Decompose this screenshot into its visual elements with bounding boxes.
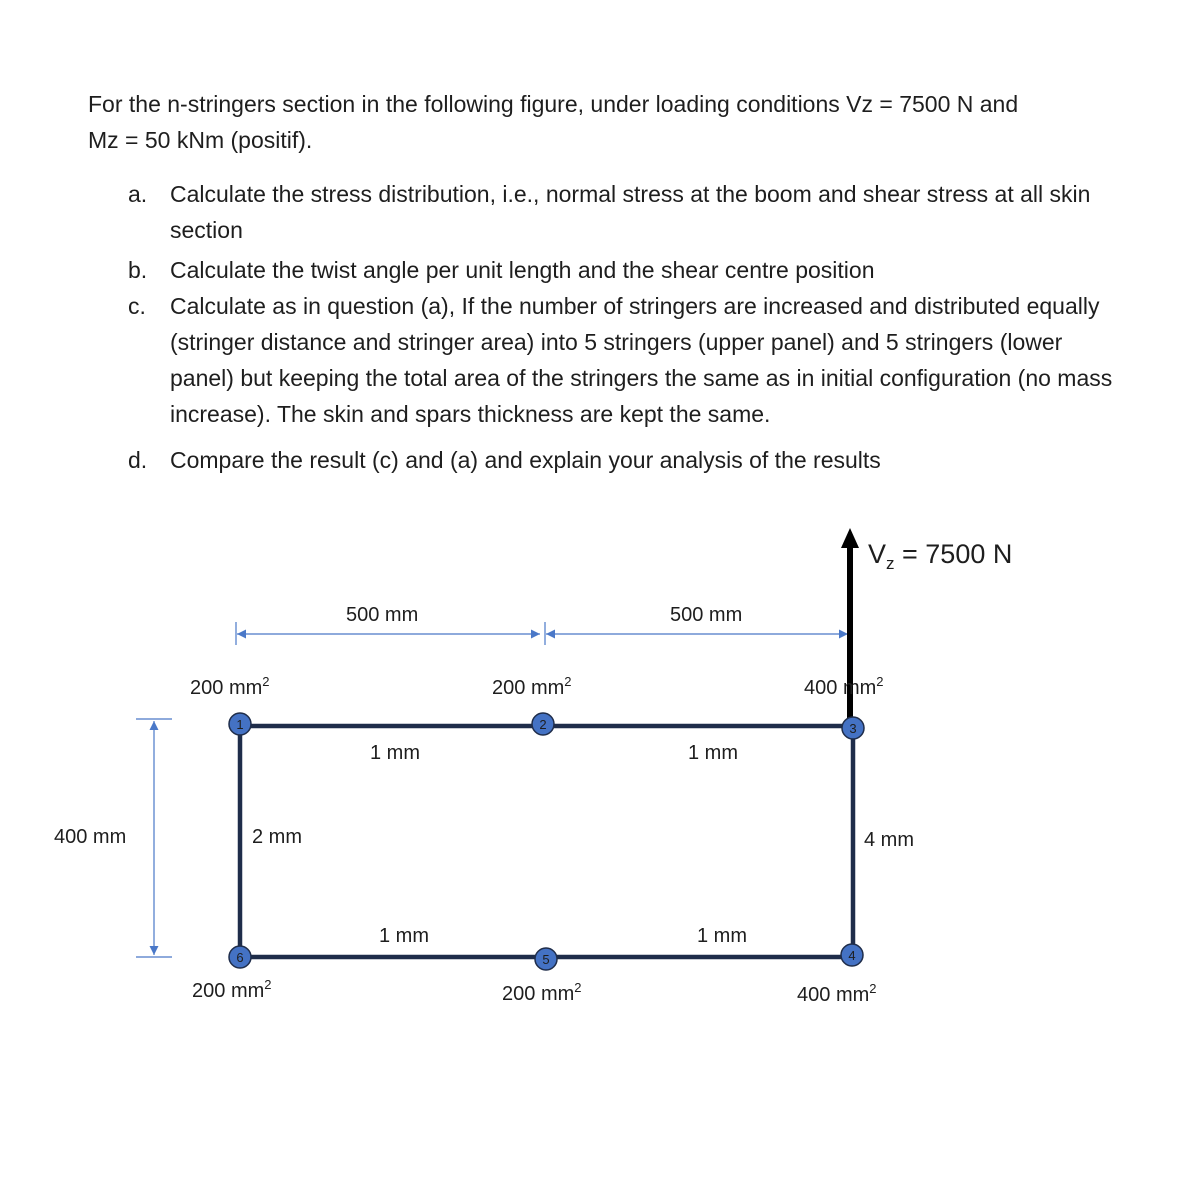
thickness-lower-right: 1 mm bbox=[697, 925, 747, 947]
thickness-upper-left: 1 mm bbox=[370, 742, 420, 764]
task-b-text: Calculate the twist angle per unit length and the shear centre position bbox=[170, 257, 875, 283]
area-boom-1: 200 $mm^2$ bbox=[190, 674, 270, 699]
task-a-text: Calculate the stress distribution, i.e., normal stress at the boom and shear stress at all skin section bbox=[170, 181, 1091, 243]
thickness-right-spar: 4 mm bbox=[864, 829, 914, 851]
boom-node-2 bbox=[532, 713, 554, 735]
box-section bbox=[240, 722, 853, 960]
area-boom-4: 400 $mm^2$ bbox=[797, 981, 877, 1006]
area-boom-5: 200 $mm^2$ bbox=[502, 980, 582, 1005]
task-a-marker: a. bbox=[128, 181, 148, 207]
boom-node-1 bbox=[229, 713, 251, 735]
svg-text:3: 3 bbox=[849, 721, 857, 736]
svg-text:5: 5 bbox=[542, 952, 550, 967]
span-left-label: 500 mm bbox=[346, 604, 419, 626]
intro-line-1: For the n-stringers section in the following figure, under loading conditions Vz = 7500 N and bbox=[88, 91, 1019, 117]
area-boom-2: 200 $mm^2$ bbox=[492, 674, 572, 699]
thickness-lower-left: 1 mm bbox=[379, 925, 429, 947]
task-c-text: Calculate as in question (a), If the number of stringers are increased and distributed equally (stringer distance and stringer area) into 5 stringers (upper panel) and 5 stringers (lower panel) but keeping the total area of the stringers the same as in initial configuration (no mass increase). The skin and spars thickness are kept the same. bbox=[170, 293, 1113, 427]
thickness-upper-right: 1 mm bbox=[688, 742, 738, 764]
thickness-left-spar: 2 mm bbox=[252, 826, 302, 848]
intro-line-2: Mz = 50 kNm (positif). bbox=[88, 127, 313, 153]
boom-node-3 bbox=[842, 717, 864, 739]
boom-node-4 bbox=[841, 944, 863, 966]
task-b-marker: b. bbox=[128, 257, 148, 283]
svg-text:6: 6 bbox=[236, 950, 244, 965]
task-c-marker: c. bbox=[128, 293, 146, 319]
svg-text:4: 4 bbox=[848, 948, 856, 963]
area-boom-3: 400 $mm^2$ bbox=[804, 674, 884, 699]
height-dimension bbox=[136, 719, 172, 957]
load-label: $V_z = 7500$ N bbox=[868, 539, 1013, 573]
boom-node-5 bbox=[535, 948, 557, 970]
task-d-text: Compare the result (c) and (a) and explain your analysis of the results bbox=[170, 447, 881, 473]
area-boom-6: 200 $mm^2$ bbox=[192, 977, 272, 1002]
height-label: 400 mm bbox=[54, 826, 127, 848]
boom-node-6 bbox=[229, 946, 251, 968]
task-d-marker: d. bbox=[128, 447, 148, 473]
svg-text:2: 2 bbox=[539, 717, 547, 732]
span-right-label: 500 mm bbox=[670, 604, 743, 626]
svg-text:1: 1 bbox=[236, 717, 244, 732]
